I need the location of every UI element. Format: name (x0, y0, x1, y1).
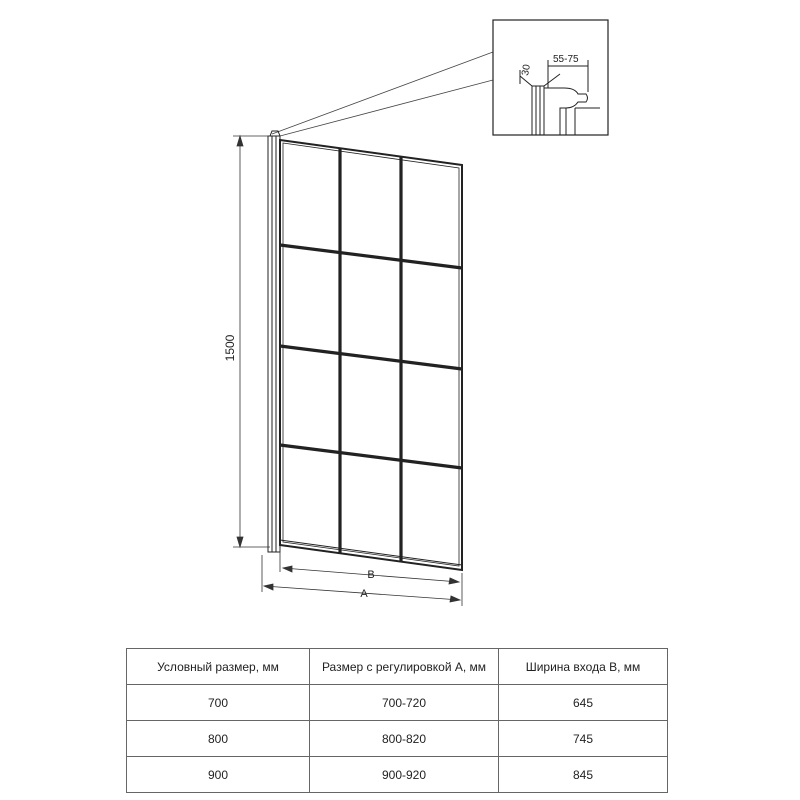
header-adjustable-size-a: Размер с регулировкой А, мм (310, 649, 499, 685)
wall-profile (268, 131, 280, 552)
header-nominal-size: Условный размер, мм (127, 649, 310, 685)
callout-leader-lines (272, 52, 493, 136)
header-entry-width-b: Ширина входа В, мм (499, 649, 668, 685)
cell-adjustable-size-a: 700-720 (310, 685, 499, 721)
detail-frame (493, 20, 608, 135)
cell-entry-width-b: 845 (499, 757, 668, 793)
cell-entry-width-b: 745 (499, 721, 668, 757)
detail-gap-label: 55-75 (553, 54, 579, 65)
glass-panel (280, 140, 462, 570)
width-a-label: A (360, 588, 368, 600)
bottom-seal (280, 540, 462, 565)
size-spec-table (126, 648, 668, 793)
hinge-detail-view (493, 20, 608, 135)
cell-entry-width-b: 645 (499, 685, 668, 721)
table-row (127, 757, 668, 793)
table-row (127, 721, 668, 757)
cell-adjustable-size-a: 900-920 (310, 757, 499, 793)
table-header-row (127, 649, 668, 685)
cell-nominal-size: 900 (127, 757, 310, 793)
panel-grid (280, 148, 462, 561)
cell-nominal-size: 800 (127, 721, 310, 757)
height-dimension (233, 136, 270, 547)
detail-depth-label: 30 (520, 63, 533, 77)
height-label: 1500 (223, 334, 237, 362)
cell-adjustable-size-a: 800-820 (310, 721, 499, 757)
panel-outline (280, 140, 462, 570)
table-row (127, 685, 668, 721)
width-b-label: B (367, 569, 375, 581)
cell-nominal-size: 700 (127, 685, 310, 721)
